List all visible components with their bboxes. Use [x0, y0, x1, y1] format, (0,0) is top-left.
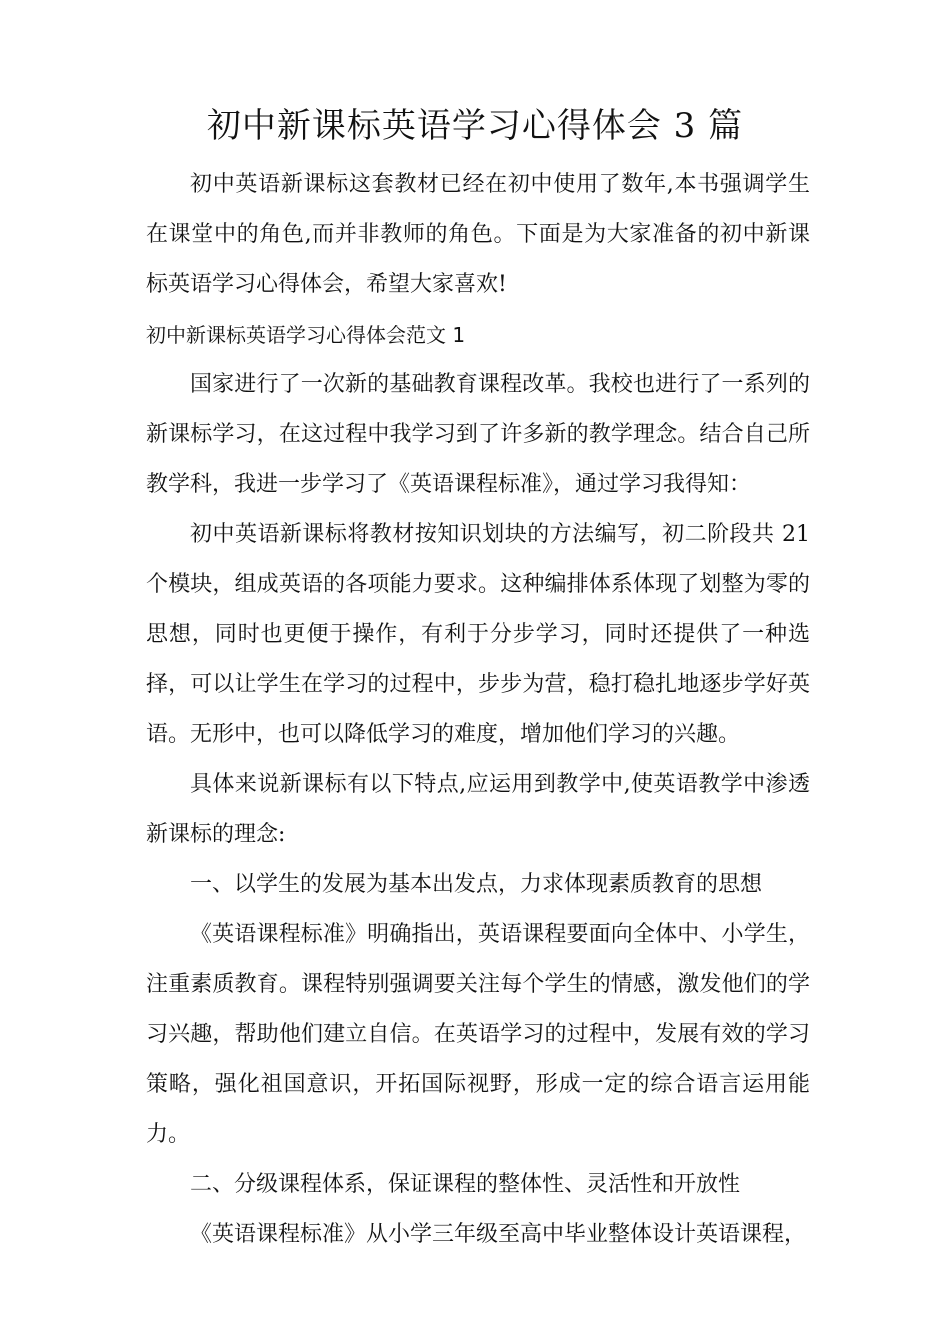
- point-heading-1: 一、以学生的发展为基本出发点，力求体现素质教育的思想: [190, 872, 763, 897]
- section-heading-sample-1: 初中新课标英语学习心得体会范文 1: [146, 323, 466, 347]
- paragraph-reform: 国家进行了一次新的基础教育课程改革。我校也进行了一系列的新课标学习，在这过程中我学习到了许多新的教学理念。结合自己所教学科，我进一步学习了《英语课程标准》，通过学习我得知：: [146, 372, 810, 497]
- point-heading-2: 二、分级课程体系，保证课程的整体性、灵活性和开放性: [190, 1172, 741, 1197]
- paragraph-intro: 初中英语新课标这套教材已经在初中使用了数年,本书强调学生在课堂中的角色,而并非教师的角色。下面是为大家准备的初中新课标英语学习心得体会，希望大家喜欢!: [146, 172, 810, 297]
- paragraph-point-1: 《英语课程标准》明确指出，英语课程要面向全体中、小学生，注重素质教育。课程特别强调要关注每个学生的情感，激发他们的学习兴趣，帮助他们建立自信。在英语学习的过程中，发展有效的学习策略，强化祖国意识，开拓国际视野，形成一定的综合语言运用能力。: [146, 922, 810, 1147]
- document-body: [146, 160, 810, 1260]
- paragraph-features: 具体来说新课标有以下特点,应运用到教学中,使英语教学中渗透新课标的理念:: [146, 772, 810, 847]
- paragraph-modules: 初中英语新课标将教材按知识划块的方法编写，初二阶段共 21 个模块，组成英语的各项能力要求。这种编排体系体现了划整为零的思想，同时也更便于操作，有利于分步学习，同时还提供了一种选择，可以让学生在学习的过程中，步步为营，稳打稳扎地逐步学好英语。无形中，也可以降低学习的难度，增加他们学习的兴趣。: [146, 522, 810, 747]
- paragraph-point-2: 《英语课程标准》从小学三年级至高中毕业整体设计英语课程，: [190, 1222, 807, 1247]
- document-title: 初中新课标英语学习心得体会 3 篇: [206, 106, 744, 146]
